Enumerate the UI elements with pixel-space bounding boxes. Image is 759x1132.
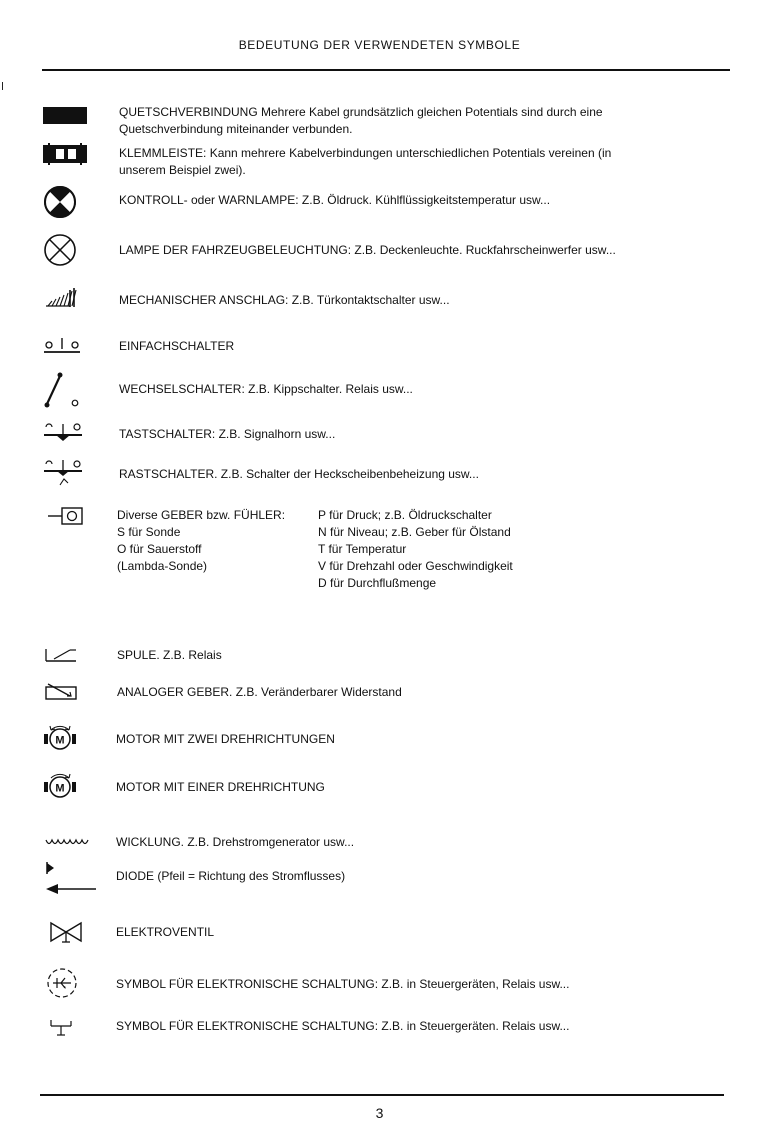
symbol-text-motor-one: MOTOR MIT EINER DREHRICHTUNG [116,780,325,794]
symbol-text-electronic-circuit: SYMBOL FÜR ELEKTRONISCHE SCHALTUNG: Z.B. in Steuergeräten, Relais usw... [116,977,570,991]
symbol-text-warning-lamp: KONTROLL- oder WARNLAMPE: Z.B. Öldruck. Kühlflüssigkeitstemperatur usw... [119,193,551,207]
symbol-text-vehicle-lamp: LAMPE DER FAHRZEUGBELEUCHTUNG: Z.B. Deckenleuchte. Ruckfahrscheinwerfer usw... [119,243,616,257]
solenoid-valve-icon [48,920,84,944]
motor-one-direction-icon [42,770,78,804]
changeover-switch-icon [42,370,82,412]
footer-rule [40,1094,724,1096]
symbol-text-diode: DIODE (Pfeil = Richtung des Stromflusses) [116,869,346,883]
page-title: BEDEUTUNG DER VERWENDETEN SYMBOLE [238,38,521,52]
motor-glyph: M [55,734,65,747]
electronic-circuit-icon [44,965,80,1001]
scan-mark [2,82,3,90]
electronic-circuit-small-icon [46,1014,76,1040]
header-rule [42,69,730,71]
sensor-left-column: Diverse GEBER bzw. FÜHLER: S für Sonde O für Sauerstoff (Lambda-Sonde) [117,508,286,573]
symbol-text-mechanical-stop: MECHANISCHER ANSCHLAG: Z.B. Türkontaktschalter usw... [119,293,450,307]
symbol-text-electronic-circuit-small: SYMBOL FÜR ELEKTRONISCHE SCHALTUNG: Z.B. in Steuergeräten. Relais usw... [116,1019,570,1033]
sensor-icon [46,505,86,527]
motor-glyph: M [55,782,65,795]
motor-two-directions-icon [42,722,78,756]
crimp-connection-icon [42,105,88,125]
symbol-text-terminal-strip: KLEMMLEISTE: Kann mehrere Kabelverbindungen unterschiedlichen Potentials vereinen (in unserem Beispiel zwei). [119,146,612,177]
latching-switch-icon [42,458,84,488]
page-number: 3 [375,1105,384,1121]
sensor-right-column: P für Druck; z.B. Öldruckschalter N für Niveau; z.B. Geber für Ölstand T für Temperatur V für Drehzahl oder Geschwindigkeit D für Durchflußmenge [318,508,513,590]
symbol-text-coil: SPULE. Z.B. Relais [117,648,222,662]
symbol-text-motor-two: MOTOR MIT ZWEI DREHRICHTUNGEN [116,732,335,746]
warning-lamp-icon [43,185,77,219]
coil-icon [43,645,79,665]
symbol-text-push-button: TASTSCHALTER: Z.B. Signalhorn usw... [119,427,336,441]
simple-switch-icon [42,334,82,356]
terminal-strip-icon [42,143,88,165]
symbol-text-solenoid-valve: ELEKTROVENTIL [116,925,215,939]
diode-icon [44,860,98,896]
mechanical-stop-icon [44,286,80,310]
symbol-text-analog-sensor: ANALOGER GEBER. Z.B. Veränderbarer Widerstand [117,685,402,699]
symbol-text-simple-switch: EINFACHSCHALTER [119,339,235,353]
push-button-icon [42,421,84,445]
vehicle-lamp-icon [43,233,77,267]
analog-sensor-icon [43,681,79,703]
symbol-text-changeover-switch: WECHSELSCHALTER: Z.B. Kippschalter. Relais usw... [119,382,413,396]
symbol-text-crimp: QUETSCHVERBINDUNG Mehrere Kabel grundsätzlich gleichen Potentials sind durch eine Quetschverbindung miteinander verbunden. [119,105,603,136]
symbol-text-latching-switch: RASTSCHALTER. Z.B. Schalter der Heckscheibenbeheizung usw... [119,467,479,481]
winding-icon [45,834,91,850]
symbol-text-winding: WICKLUNG. Z.B. Drehstromgenerator usw... [116,835,355,849]
